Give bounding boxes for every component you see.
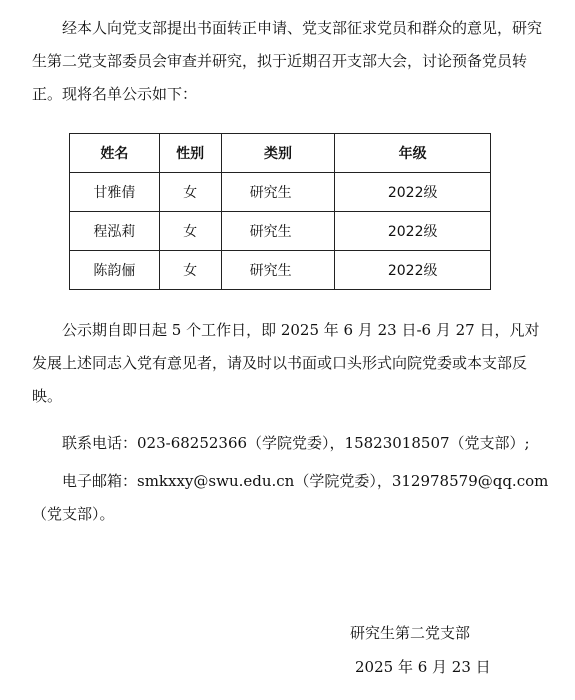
header-name: 姓名 (70, 134, 160, 173)
header-grade: 年级 (335, 134, 491, 173)
cell-gender: 女 (159, 173, 221, 212)
header-gender: 性别 (159, 134, 221, 173)
table-header-row (70, 134, 491, 173)
candidate-table (69, 133, 491, 290)
signature-organization: 研究生第二党支部 (350, 624, 471, 642)
cell-category: 研究生 (221, 212, 335, 251)
table-row (70, 173, 491, 212)
cell-name: 甘雅倩 (70, 173, 160, 212)
cell-name: 程泓莉 (70, 212, 160, 251)
signature-date: 2025 年 6 月 23 日 (355, 658, 491, 676)
cell-grade: 2022级 (335, 173, 491, 212)
cell-grade: 2022级 (335, 251, 491, 290)
notice-paragraph: 公示期自即日起 5 个工作日，即 2025 年 6 月 23 日-6 月 27 日，凡对发展上述同志入党有意见者，请及时以书面或口头形式向院党委或本支部反映。 (32, 321, 540, 405)
contact-email-continued: （党支部）。 (32, 505, 115, 523)
header-category: 类别 (221, 134, 335, 173)
cell-gender: 女 (159, 212, 221, 251)
contact-email: 电子邮箱：smkxxy@swu.edu.cn（学院党委），312978579@qq.com (62, 472, 549, 490)
cell-grade: 2022级 (335, 212, 491, 251)
intro-paragraph: 经本人向党支部提出书面转正申请、党支部征求党员和群众的意见，研究生第二党支部委员会审查并研究，拟于近期召开支部大会，讨论预备党员转正。现将名单公示如下： (32, 19, 543, 103)
table-row (70, 212, 491, 251)
cell-category: 研究生 (221, 251, 335, 290)
cell-category: 研究生 (221, 173, 335, 212)
cell-name: 陈韵俪 (70, 251, 160, 290)
cell-gender: 女 (159, 251, 221, 290)
contact-phone: 联系电话：023-68252366（学院党委），15823018507（党支部）; (62, 434, 530, 452)
table-row (70, 251, 491, 290)
